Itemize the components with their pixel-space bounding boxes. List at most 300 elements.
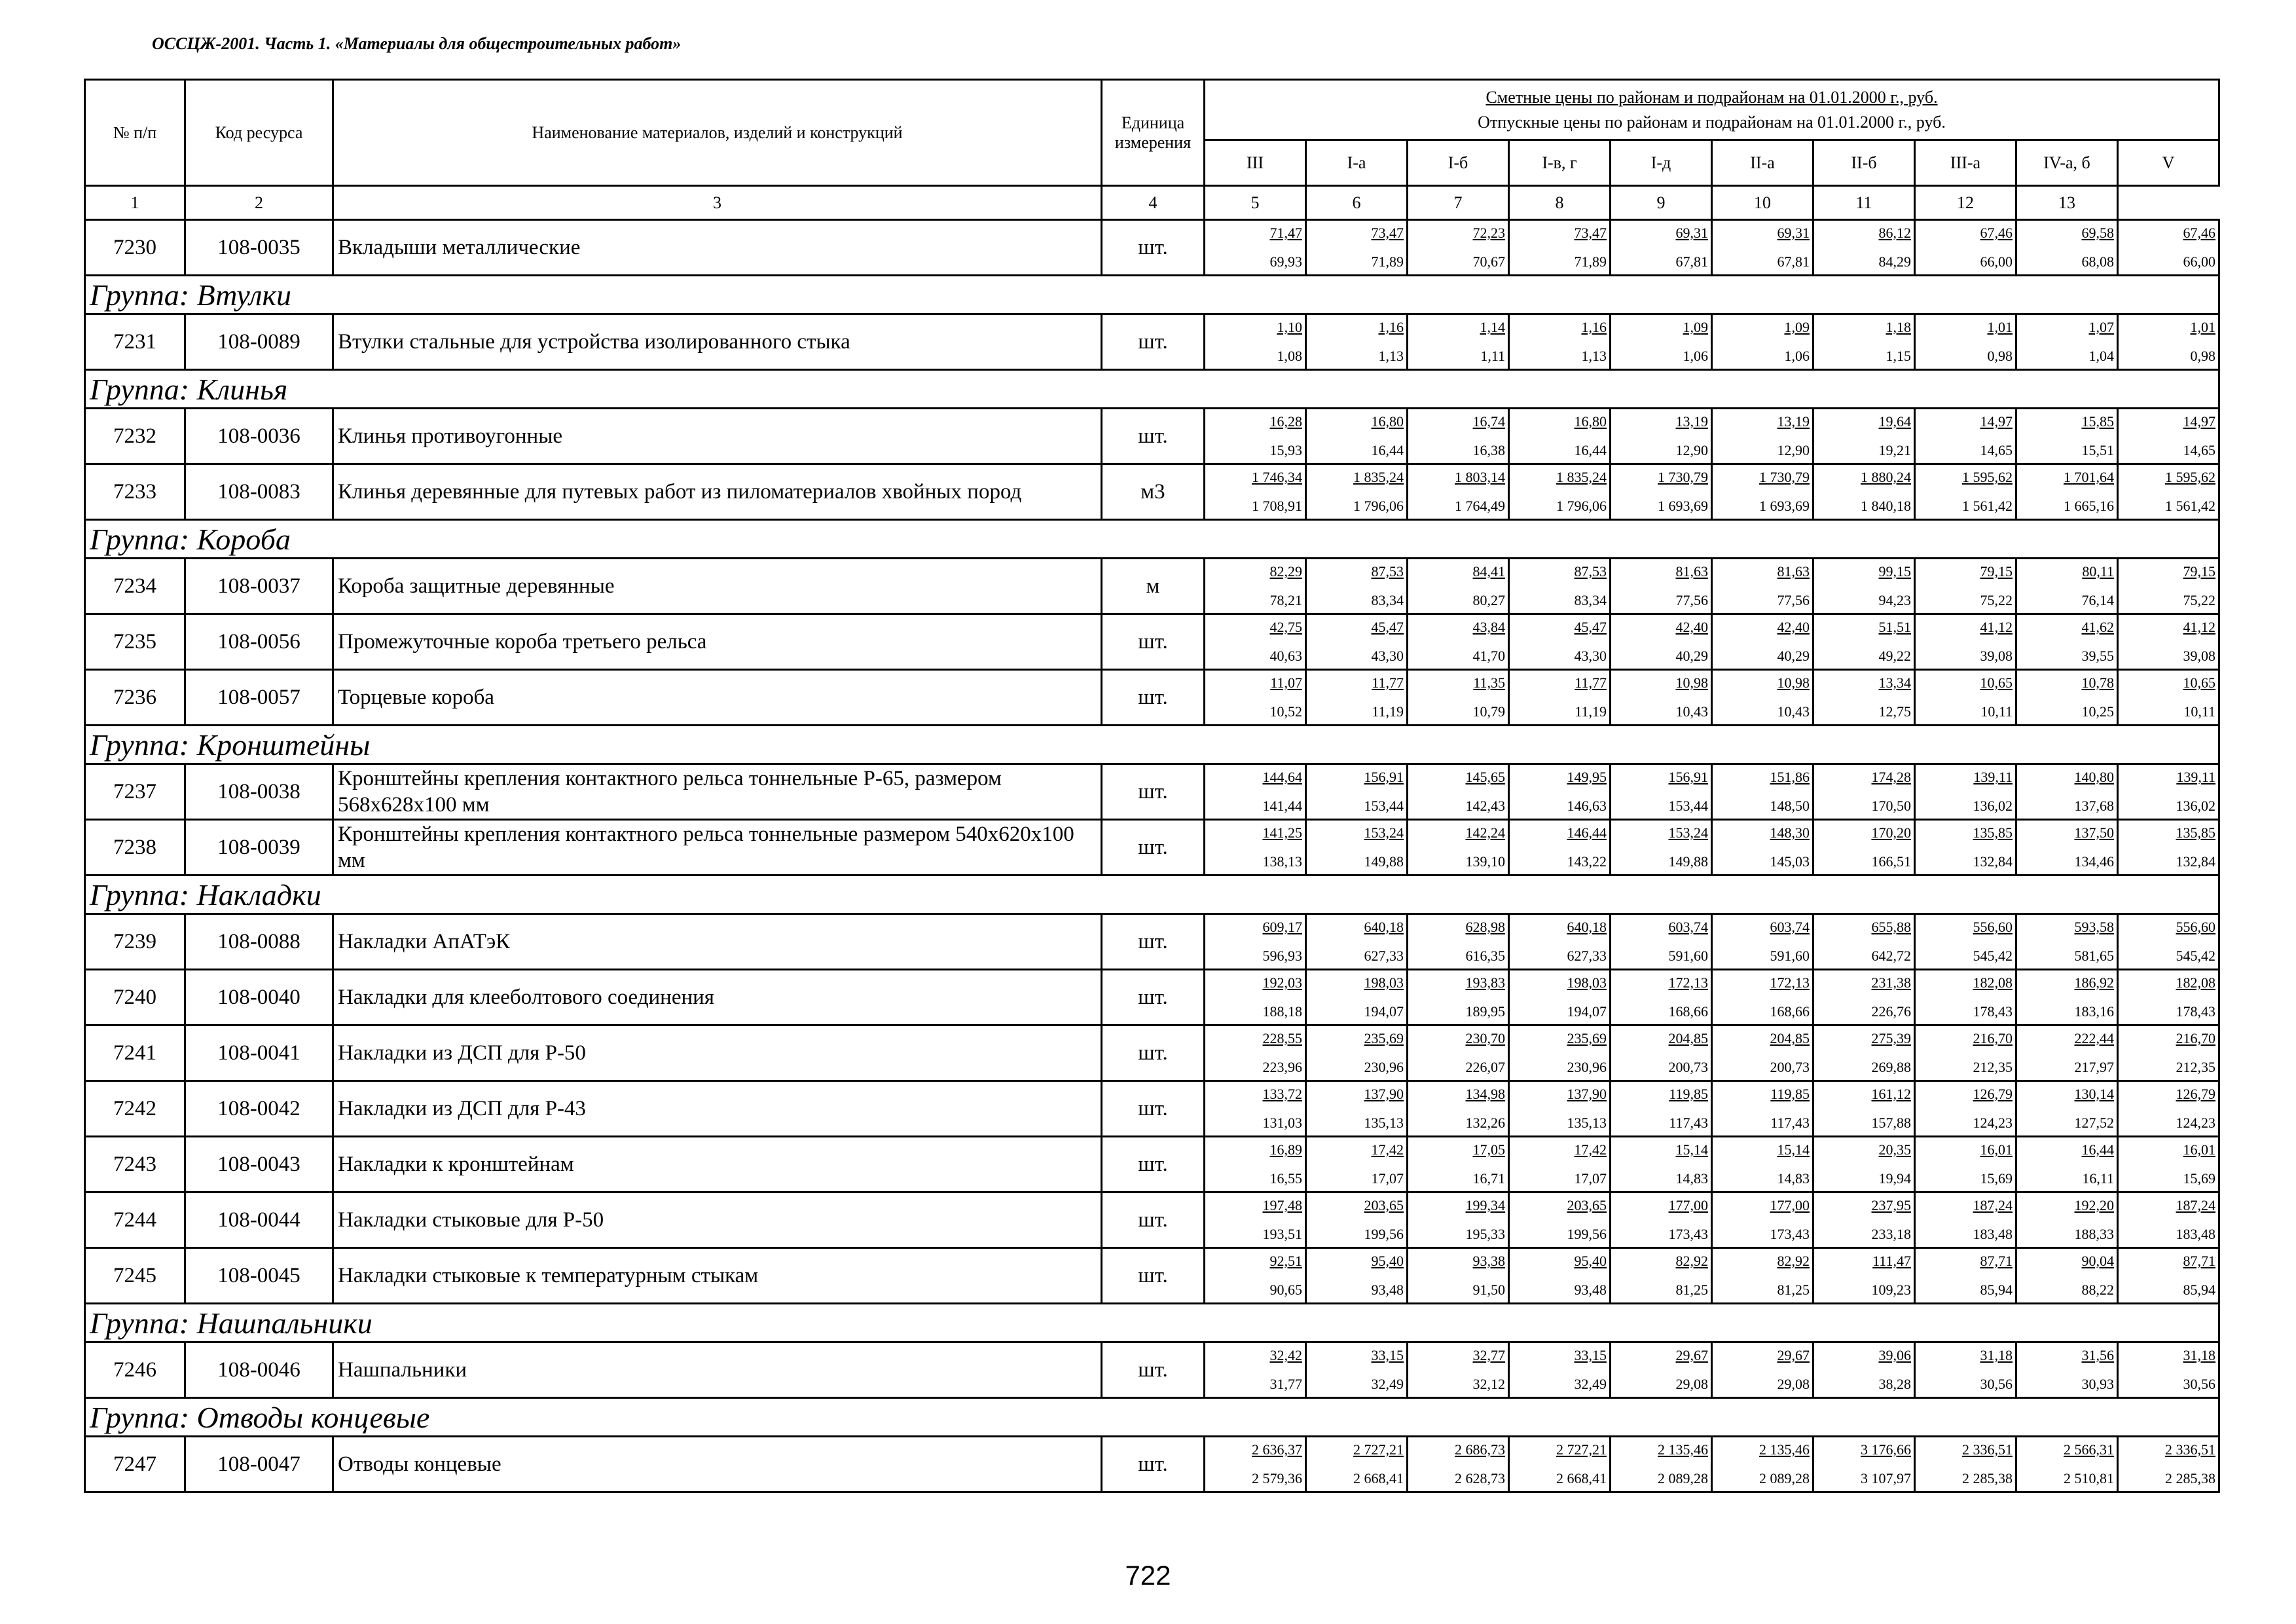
release-price: 2 089,28 (1759, 1470, 1810, 1486)
group-title: Группа: Кронштейны (85, 726, 2219, 764)
estimate-price: 3 176,66 (1861, 1441, 1911, 1458)
price-cell (1509, 764, 1611, 820)
table-row (85, 1342, 2219, 1398)
release-price: 30,56 (2183, 1376, 2216, 1392)
release-price: 189,95 (1465, 1003, 1505, 1020)
estimate-price: 640,18 (1567, 919, 1607, 935)
estimate-price: 192,03 (1262, 974, 1302, 991)
estimate-price: 197,48 (1262, 1197, 1302, 1213)
price-cell (2118, 614, 2219, 670)
release-price: 19,94 (1878, 1170, 1911, 1187)
release-price: 591,60 (1770, 948, 1810, 964)
resource-code: 108-0035 (185, 220, 333, 276)
row-number: 7234 (85, 559, 185, 614)
price-cell (1306, 1137, 1408, 1192)
header-name: Наименование материалов, изделий и конструкций (333, 80, 1102, 186)
header-num: № п/п (85, 80, 185, 186)
header-column-number: 8 (1509, 186, 1611, 220)
price-cell (2118, 1025, 2219, 1081)
price-cell (1205, 220, 1306, 276)
price-cell (1408, 1248, 1509, 1304)
estimate-price: 151,86 (1770, 769, 1810, 785)
group-row (85, 1304, 2219, 1342)
price-cell (1712, 614, 1813, 670)
row-number: 7232 (85, 409, 185, 464)
price-cell (1408, 409, 1509, 464)
header-region: I-в, г (1509, 140, 1611, 186)
release-price: 84,29 (1878, 253, 1911, 270)
release-price: 170,50 (1871, 798, 1911, 814)
estimate-price: 149,95 (1567, 769, 1607, 785)
estimate-price: 17,42 (1371, 1141, 1404, 1158)
unit-of-measure: м (1102, 559, 1205, 614)
estimate-price: 141,25 (1262, 824, 1302, 841)
price-cell (1509, 820, 1611, 876)
release-price: 15,69 (1980, 1170, 2013, 1187)
group-title: Группа: Накладки (85, 876, 2219, 914)
resource-code: 108-0089 (185, 314, 333, 370)
release-price: 1 561,42 (2165, 498, 2216, 514)
price-cell (1712, 409, 1813, 464)
estimate-price: 2 727,21 (1556, 1441, 1607, 1458)
estimate-price: 204,85 (1770, 1030, 1810, 1046)
release-price: 135,13 (1364, 1115, 1404, 1131)
price-cell (1509, 314, 1611, 370)
price-cell (1813, 464, 1915, 520)
release-price: 2 628,73 (1455, 1470, 1505, 1486)
release-price: 30,93 (2081, 1376, 2114, 1392)
price-cell (1611, 464, 1712, 520)
table-row (85, 914, 2219, 970)
price-cell (1611, 764, 1712, 820)
price-cell (1408, 220, 1509, 276)
price-cell (1509, 614, 1611, 670)
estimate-price: 148,30 (1770, 824, 1810, 841)
estimate-price: 10,98 (1675, 674, 1708, 691)
release-price: 93,48 (1574, 1282, 1607, 1298)
release-price: 71,89 (1371, 253, 1404, 270)
price-cell (1509, 559, 1611, 614)
price-cell (1408, 1137, 1509, 1192)
estimate-price: 228,55 (1262, 1030, 1302, 1046)
estimate-price: 33,15 (1574, 1347, 1607, 1363)
price-cell (1205, 1192, 1306, 1248)
estimate-price: 10,65 (1980, 674, 2013, 691)
estimate-price: 99,15 (1878, 563, 1911, 580)
estimate-price: 199,34 (1465, 1197, 1505, 1213)
release-price: 16,11 (2082, 1170, 2114, 1187)
price-cell (1611, 1137, 1712, 1192)
estimate-price: 93,38 (1472, 1253, 1505, 1269)
release-price: 596,93 (1262, 948, 1302, 964)
estimate-price: 72,23 (1472, 225, 1505, 241)
release-price: 226,07 (1465, 1059, 1505, 1075)
header-region: I-б (1408, 140, 1509, 186)
release-price: 67,81 (1777, 253, 1810, 270)
price-cell (1306, 220, 1408, 276)
header-prices-smeta: Сметные цены по районам и подрайонам на 01.01.2000 г., руб. (1485, 87, 1938, 107)
release-price: 16,44 (1574, 442, 1607, 458)
estimate-price: 153,24 (1668, 824, 1708, 841)
release-price: 0,98 (2190, 348, 2216, 364)
resource-code: 108-0040 (185, 970, 333, 1025)
price-cell (1509, 409, 1611, 464)
price-cell (1611, 220, 1712, 276)
estimate-price: 237,95 (1871, 1197, 1911, 1213)
price-cell (1712, 1342, 1813, 1398)
release-price: 80,27 (1472, 592, 1505, 608)
estimate-price: 13,19 (1777, 413, 1810, 430)
release-price: 78,21 (1269, 592, 1302, 608)
estimate-price: 198,03 (1567, 974, 1607, 991)
release-price: 2 668,41 (1556, 1470, 1607, 1486)
price-cell (1813, 1248, 1915, 1304)
estimate-price: 603,74 (1668, 919, 1708, 935)
estimate-price: 235,69 (1364, 1030, 1404, 1046)
estimate-price: 593,58 (2074, 919, 2114, 935)
unit-of-measure: шт. (1102, 220, 1205, 276)
table-body (85, 220, 2219, 1492)
price-cell (1205, 614, 1306, 670)
price-cell (1611, 559, 1712, 614)
price-cell (1408, 670, 1509, 726)
price-cell (1205, 314, 1306, 370)
release-price: 200,73 (1770, 1059, 1810, 1075)
release-price: 94,23 (1878, 592, 1911, 608)
release-price: 199,56 (1364, 1226, 1404, 1242)
release-price: 226,76 (1871, 1003, 1911, 1020)
release-price: 142,43 (1465, 798, 1505, 814)
price-cell (2118, 970, 2219, 1025)
release-price: 591,60 (1668, 948, 1708, 964)
release-price: 39,08 (1980, 648, 2013, 664)
price-cell (1205, 670, 1306, 726)
group-title: Группа: Отводы концевые (85, 1398, 2219, 1437)
price-cell (1915, 314, 2016, 370)
price-cell (1712, 914, 1813, 970)
estimate-price: 84,41 (1472, 563, 1505, 580)
table-row (85, 1248, 2219, 1304)
price-cell (1408, 1342, 1509, 1398)
price-cell (1712, 1081, 1813, 1137)
estimate-price: 1 730,79 (1658, 469, 1708, 485)
estimate-price: 135,85 (1973, 824, 2013, 841)
release-price: 127,52 (2074, 1115, 2114, 1131)
price-cell (2016, 970, 2118, 1025)
row-number: 7244 (85, 1192, 185, 1248)
estimate-price: 11,35 (1473, 674, 1505, 691)
price-cell (1915, 1192, 2016, 1248)
price-cell (1408, 559, 1509, 614)
price-cell (2016, 820, 2118, 876)
group-title: Группа: Втулки (85, 276, 2219, 314)
group-row (85, 370, 2219, 409)
price-cell (1915, 409, 2016, 464)
release-price: 199,56 (1567, 1226, 1607, 1242)
price-cell (1813, 670, 1915, 726)
estimate-price: 1,01 (2190, 319, 2216, 335)
estimate-price: 161,12 (1871, 1086, 1911, 1102)
release-price: 1 840,18 (1861, 498, 1911, 514)
release-price: 67,81 (1675, 253, 1708, 270)
estimate-price: 1 730,79 (1759, 469, 1810, 485)
release-price: 75,22 (1980, 592, 2013, 608)
table-header (85, 80, 2219, 220)
estimate-price: 216,70 (2176, 1030, 2216, 1046)
price-cell (1813, 970, 1915, 1025)
price-cell (2118, 314, 2219, 370)
estimate-price: 95,40 (1574, 1253, 1607, 1269)
price-cell (2118, 1137, 2219, 1192)
row-number: 7238 (85, 820, 185, 876)
estimate-price: 16,74 (1472, 413, 1505, 430)
release-price: 149,88 (1364, 853, 1404, 870)
estimate-price: 119,85 (1770, 1086, 1810, 1102)
release-price: 1 796,06 (1556, 498, 1607, 514)
resource-code: 108-0047 (185, 1437, 333, 1492)
estimate-price: 139,11 (1973, 769, 2013, 785)
estimate-price: 1 880,24 (1861, 469, 1911, 485)
material-name: Кронштейны крепления контактного рельса тоннельные размером 540х620х100 мм (333, 820, 1102, 876)
price-cell (2118, 220, 2219, 276)
release-price: 124,23 (1973, 1115, 2013, 1131)
table-row (85, 1192, 2219, 1248)
release-price: 1 796,06 (1353, 498, 1404, 514)
release-price: 0,98 (1987, 348, 2013, 364)
price-cell (2118, 1192, 2219, 1248)
group-row (85, 520, 2219, 559)
estimate-price: 67,46 (2183, 225, 2216, 241)
price-cell (1813, 614, 1915, 670)
group-row (85, 726, 2219, 764)
resource-code: 108-0036 (185, 409, 333, 464)
estimate-price: 87,53 (1574, 563, 1607, 580)
estimate-price: 556,60 (1973, 919, 2013, 935)
price-cell (1408, 1437, 1509, 1492)
release-price: 145,03 (1770, 853, 1810, 870)
release-price: 71,89 (1574, 253, 1607, 270)
release-price: 2 579,36 (1252, 1470, 1302, 1486)
release-price: 14,83 (1675, 1170, 1708, 1187)
price-cell (1306, 670, 1408, 726)
table-row (85, 559, 2219, 614)
release-price: 545,42 (1973, 948, 2013, 964)
price-cell (1408, 970, 1509, 1025)
price-cell (2016, 1437, 2118, 1492)
table-row (85, 764, 2219, 820)
release-price: 85,94 (1980, 1282, 2013, 1298)
release-price: 136,02 (1973, 798, 2013, 814)
estimate-price: 42,75 (1269, 619, 1302, 635)
header-region: II-б (1813, 140, 1915, 186)
estimate-price: 134,98 (1465, 1086, 1505, 1102)
header-column-number: 3 (333, 186, 1102, 220)
estimate-price: 81,63 (1675, 563, 1708, 580)
estimate-price: 193,83 (1465, 974, 1505, 991)
estimate-price: 640,18 (1364, 919, 1404, 935)
release-price: 14,83 (1777, 1170, 1810, 1187)
material-name: Кронштейны крепления контактного рельса тоннельные Р-65, размером 568х628х100 мм (333, 764, 1102, 820)
estimate-price: 15,14 (1675, 1141, 1708, 1158)
price-cell (1205, 409, 1306, 464)
material-name: Накладки из ДСП для Р-50 (333, 1025, 1102, 1081)
release-price: 32,49 (1574, 1376, 1607, 1392)
material-name: Накладки АпАТэК (333, 914, 1102, 970)
release-price: 117,43 (1669, 1115, 1708, 1131)
price-cell (2016, 1025, 2118, 1081)
estimate-price: 1,18 (1886, 319, 1911, 335)
price-cell (1915, 1437, 2016, 1492)
price-cell (1509, 1025, 1611, 1081)
resource-code: 108-0056 (185, 614, 333, 670)
release-price: 19,21 (1878, 442, 1911, 458)
price-cell (2016, 220, 2118, 276)
unit-of-measure: шт. (1102, 970, 1205, 1025)
release-price: 1,11 (1480, 348, 1505, 364)
release-price: 10,79 (1472, 703, 1505, 720)
price-cell (1915, 764, 2016, 820)
estimate-price: 172,13 (1770, 974, 1810, 991)
price-cell (1712, 464, 1813, 520)
estimate-price: 1 701,64 (2064, 469, 2114, 485)
price-cell (1509, 1137, 1611, 1192)
release-price: 17,07 (1574, 1170, 1607, 1187)
estimate-price: 145,65 (1465, 769, 1505, 785)
unit-of-measure: м3 (1102, 464, 1205, 520)
release-price: 88,22 (2081, 1282, 2114, 1298)
estimate-price: 186,92 (2074, 974, 2114, 991)
release-price: 1 764,49 (1455, 498, 1505, 514)
estimate-price: 31,18 (1980, 1347, 2013, 1363)
row-number: 7236 (85, 670, 185, 726)
price-cell (1306, 970, 1408, 1025)
estimate-price: 2 686,73 (1455, 1441, 1505, 1458)
release-price: 217,97 (2074, 1059, 2114, 1075)
release-price: 581,65 (2074, 948, 2114, 964)
price-cell (1509, 220, 1611, 276)
release-price: 91,50 (1472, 1282, 1505, 1298)
release-price: 194,07 (1364, 1003, 1404, 1020)
release-price: 40,29 (1675, 648, 1708, 664)
release-price: 66,00 (2183, 253, 2216, 270)
price-cell (1205, 1342, 1306, 1398)
release-price: 109,23 (1871, 1282, 1911, 1298)
price-cell (1915, 220, 2016, 276)
release-price: 183,48 (1973, 1226, 2013, 1242)
release-price: 38,28 (1878, 1376, 1911, 1392)
estimate-price: 90,04 (2081, 1253, 2114, 1269)
row-number: 7241 (85, 1025, 185, 1081)
estimate-price: 1,09 (1784, 319, 1810, 335)
estimate-price: 51,51 (1878, 619, 1911, 635)
table-row (85, 409, 2219, 464)
resource-code: 108-0042 (185, 1081, 333, 1137)
row-number: 7242 (85, 1081, 185, 1137)
unit-of-measure: шт. (1102, 1137, 1205, 1192)
unit-of-measure: шт. (1102, 614, 1205, 670)
price-cell (1712, 1137, 1813, 1192)
release-price: 1 693,69 (1658, 498, 1708, 514)
price-cell (2016, 1342, 2118, 1398)
release-price: 17,07 (1371, 1170, 1404, 1187)
price-cell (1915, 1081, 2016, 1137)
estimate-price: 14,97 (2183, 413, 2216, 430)
estimate-price: 81,63 (1777, 563, 1810, 580)
price-cell (1915, 1137, 2016, 1192)
estimate-price: 119,85 (1669, 1086, 1708, 1102)
price-cell (1712, 764, 1813, 820)
estimate-price: 95,40 (1371, 1253, 1404, 1269)
price-cell (1306, 314, 1408, 370)
price-cell (1509, 970, 1611, 1025)
estimate-price: 146,44 (1567, 824, 1607, 841)
estimate-price: 609,17 (1262, 919, 1302, 935)
price-cell (1408, 1025, 1509, 1081)
price-cell (2118, 464, 2219, 520)
header-column-number: 1 (85, 186, 185, 220)
material-name: Нашпальники (333, 1342, 1102, 1398)
price-cell (1712, 970, 1813, 1025)
price-cell (2118, 1437, 2219, 1492)
estimate-price: 133,72 (1262, 1086, 1302, 1102)
price-cell (1813, 1192, 1915, 1248)
price-cell (1611, 970, 1712, 1025)
price-cell (2016, 1248, 2118, 1304)
estimate-price: 16,01 (2183, 1141, 2216, 1158)
release-price: 11,19 (1575, 703, 1607, 720)
release-price: 32,49 (1371, 1376, 1404, 1392)
estimate-price: 126,79 (2176, 1086, 2216, 1102)
release-price: 43,30 (1371, 648, 1404, 664)
unit-of-measure: шт. (1102, 409, 1205, 464)
table-row (85, 670, 2219, 726)
price-table-container (84, 79, 2218, 1493)
release-price: 153,44 (1364, 798, 1404, 814)
price-cell (1915, 559, 2016, 614)
release-price: 85,94 (2183, 1282, 2216, 1298)
header-column-number: 5 (1205, 186, 1306, 220)
table-row (85, 1437, 2219, 1492)
price-cell (1915, 970, 2016, 1025)
release-price: 233,18 (1871, 1226, 1911, 1242)
material-name: Клинья противоугонные (333, 409, 1102, 464)
material-name: Отводы концевые (333, 1437, 1102, 1492)
table-row (85, 220, 2219, 276)
price-cell (1408, 1192, 1509, 1248)
release-price: 194,07 (1567, 1003, 1607, 1020)
price-cell (2118, 1342, 2219, 1398)
resource-code: 108-0037 (185, 559, 333, 614)
material-name: Накладки к кронштейнам (333, 1137, 1102, 1192)
table-row (85, 1137, 2219, 1192)
estimate-price: 2 727,21 (1353, 1441, 1404, 1458)
price-cell (1611, 614, 1712, 670)
estimate-price: 10,78 (2081, 674, 2114, 691)
resource-code: 108-0046 (185, 1342, 333, 1398)
price-cell (1306, 764, 1408, 820)
header-column-number: 4 (1102, 186, 1205, 220)
estimate-price: 31,18 (2183, 1347, 2216, 1363)
release-price: 183,16 (2074, 1003, 2114, 1020)
release-price: 16,55 (1269, 1170, 1302, 1187)
unit-of-measure: шт. (1102, 670, 1205, 726)
release-price: 68,08 (2081, 253, 2114, 270)
header-region: II-а (1712, 140, 1813, 186)
release-price: 1,13 (1378, 348, 1404, 364)
price-cell (1611, 1081, 1712, 1137)
release-price: 2 668,41 (1353, 1470, 1404, 1486)
release-price: 143,22 (1567, 853, 1607, 870)
